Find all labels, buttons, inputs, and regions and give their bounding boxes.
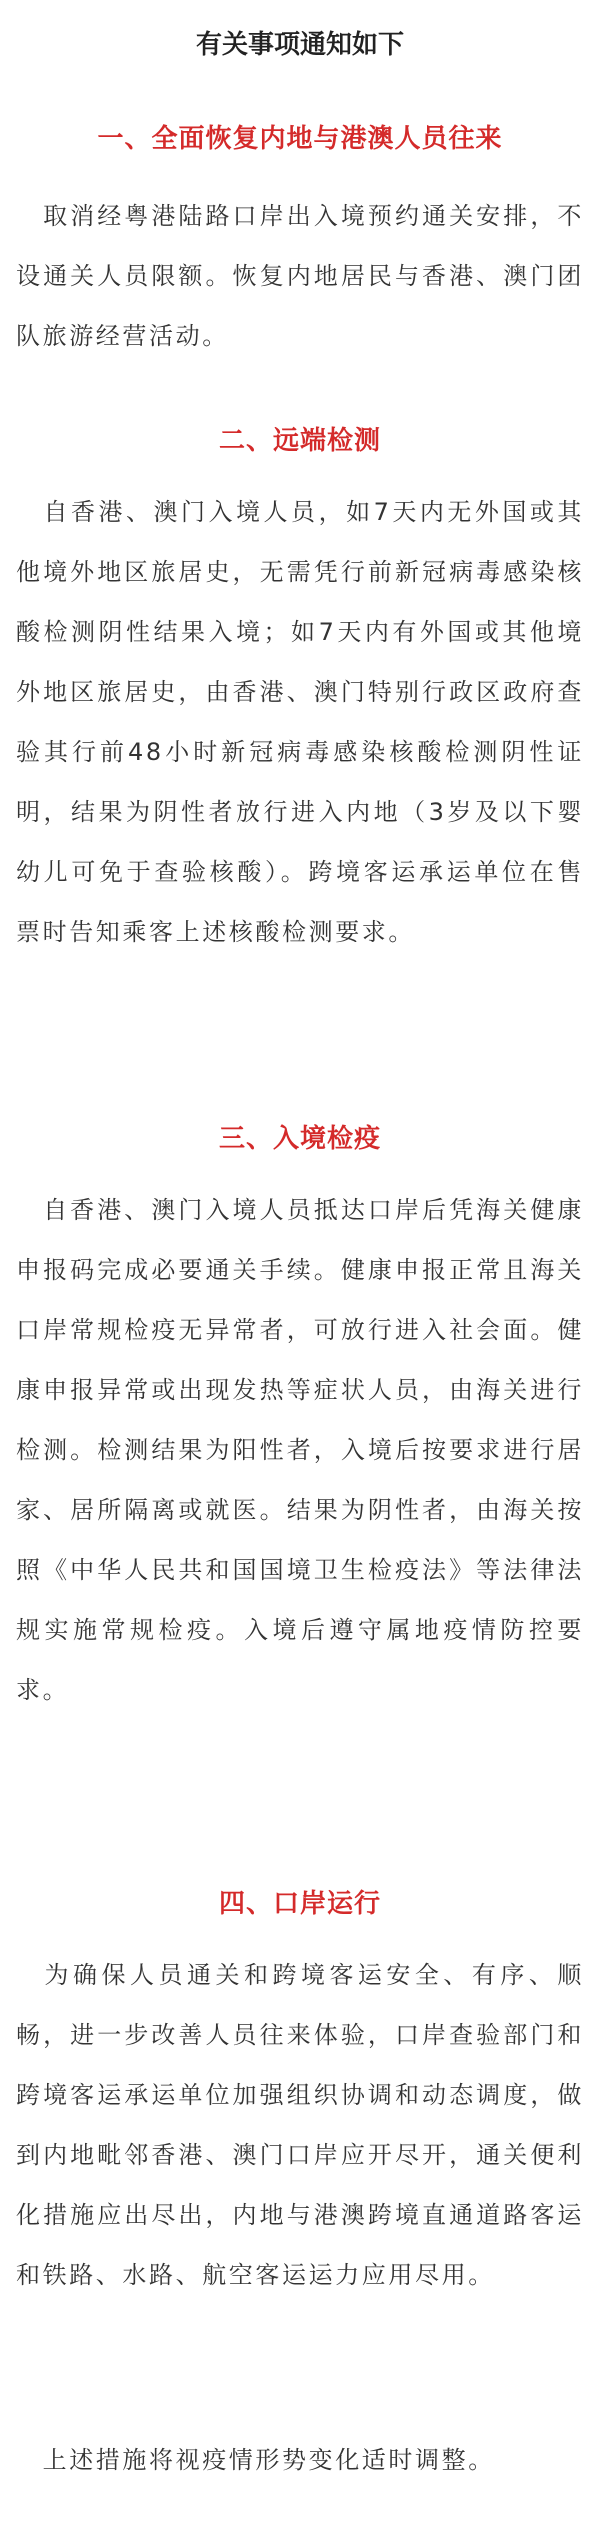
section-body-4: 为确保人员通关和跨境客运安全、有序、顺畅，进一步改善人员往来体验，口岸查验部门和跨境客运承运单位加强组织协调和动态调度，做到内地毗邻香港、澳门口岸应开尽开，通关便利化措施应出尽出，内地与港澳跨境直通道路客运和铁路、水路、航空客运运力应用尽用。 — [16, 1961, 584, 2289]
section-body-3: 自香港、澳门入境人员抵达口岸后凭海关健康申报码完成必要通关手续。健康申报正常且海关口岸常规检疫无异常者，可放行进入社会面。健康申报异常或出现发热等症状人员，由海关进行检测。检测结果为阳性者，入境后按要求进行居家、居所隔离或就医。结果为阴性者，由海关按照《中华人民共和国国境卫生检疫法》等法律法规实施常规检疫。入境后遵守属地疫情防控要求。 — [16, 1196, 584, 1704]
document-title: 有关事项通知如下 — [195, 30, 404, 60]
section-heading-2: 二、远端检测 — [218, 426, 381, 456]
closing-note: 上述措施将视疫情形势变化适时调整。 — [16, 2446, 495, 2474]
section-body-2: 自香港、澳门入境人员，如7天内无外国或其他境外地区旅居史，无需凭行前新冠病毒感染核酸检测阴性结果入境；如7天内有外国或其他境外地区旅居史，由香港、澳门特别行政区政府查验其行前48小时新冠病毒感染核酸检测阴性证明，结果为阴性者放行进入内地（3岁及以下婴幼儿可免于查验核酸）。跨境客运承运单位在售票时告知乘客上述核酸检测要求。 — [16, 498, 584, 946]
section-body-1: 取消经粤港陆路口岸出入境预约通关安排，不设通关人员限额。恢复内地居民与香港、澳门团队旅游经营活动。 — [16, 202, 584, 350]
section-heading-3: 三、入境检疫 — [218, 1124, 381, 1154]
section-heading-4: 四、口岸运行 — [218, 1889, 381, 1919]
section-heading-1: 一、全面恢复内地与港澳人员往来 — [97, 124, 503, 154]
